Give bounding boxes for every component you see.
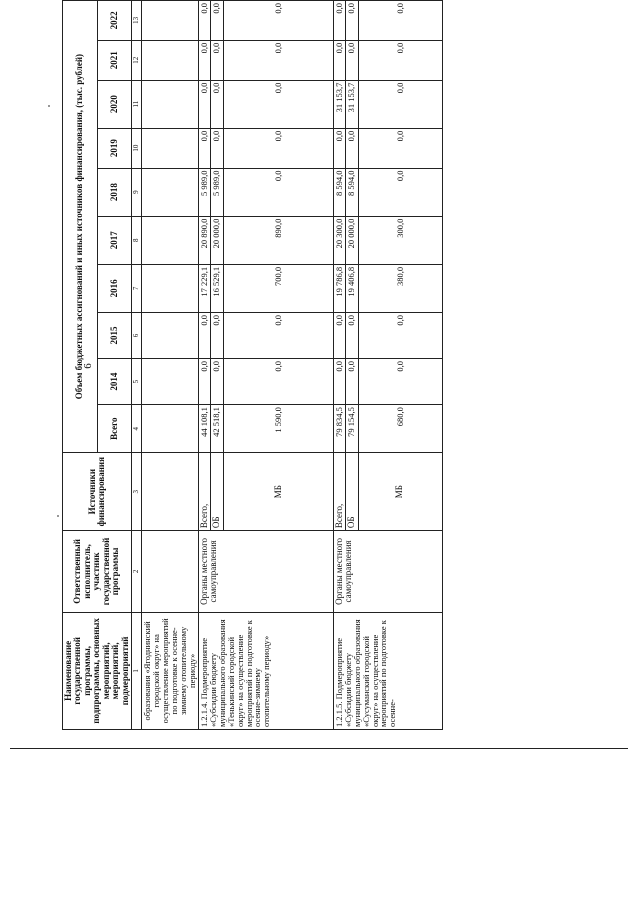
header-year: 2015 bbox=[97, 312, 132, 358]
value-cell: 5 989,0 bbox=[198, 168, 210, 216]
value-cell: 0,0 bbox=[198, 80, 210, 128]
value-cell: 5 989,0 bbox=[211, 168, 223, 216]
value-cell: 0,0 bbox=[223, 1, 333, 41]
header-year: 2016 bbox=[97, 264, 132, 312]
column-number: 13 bbox=[132, 1, 142, 41]
value-cell: 0,0 bbox=[198, 359, 210, 405]
table-row bbox=[198, 1, 210, 730]
page-divider-line bbox=[10, 748, 628, 749]
source-cell: ОБ bbox=[211, 453, 223, 531]
value-cell: 0,0 bbox=[333, 40, 345, 80]
value-cell: 0,0 bbox=[358, 80, 442, 128]
value-cell: 0,0 bbox=[358, 168, 442, 216]
value-cell: 8 594,0 bbox=[333, 168, 345, 216]
value-cell: 0,0 bbox=[358, 40, 442, 80]
value-cell: 700,0 bbox=[223, 264, 333, 312]
scan-speck bbox=[48, 105, 50, 107]
value-cell: 0,0 bbox=[358, 128, 442, 168]
value-cell: 0,0 bbox=[346, 40, 358, 80]
value-cell: 17 229,1 bbox=[198, 264, 210, 312]
value-cell: 0,0 bbox=[211, 128, 223, 168]
value-cell: 0,0 bbox=[333, 312, 345, 358]
column-number: 10 bbox=[132, 128, 142, 168]
value-cell: 79 154,5 bbox=[346, 405, 358, 453]
column-number: 9 bbox=[132, 168, 142, 216]
header-year: 2014 bbox=[97, 359, 132, 405]
source-cell: МБ bbox=[223, 453, 333, 531]
value-cell: 0,0 bbox=[333, 359, 345, 405]
value-cell: 380,0 bbox=[358, 264, 442, 312]
table-row-continuation bbox=[142, 1, 199, 730]
column-number: 8 bbox=[132, 216, 142, 264]
source-cell: ОБ bbox=[346, 453, 358, 531]
column-number: 2 bbox=[132, 531, 142, 613]
value-cell: 0,0 bbox=[223, 80, 333, 128]
header-year: 2021 bbox=[97, 40, 132, 80]
column-number: 12 bbox=[132, 40, 142, 80]
column-number: 1 bbox=[132, 612, 142, 729]
value-cell: 0,0 bbox=[346, 312, 358, 358]
column-number: 4 bbox=[132, 405, 142, 453]
value-cell: 0,0 bbox=[223, 128, 333, 168]
value-cell: 0,0 bbox=[198, 128, 210, 168]
value-cell: 0,0 bbox=[333, 1, 345, 41]
column-number-row bbox=[132, 1, 142, 730]
column-number: 5 bbox=[132, 359, 142, 405]
value-cell: 20 000,0 bbox=[346, 216, 358, 264]
header-year: 2019 bbox=[97, 128, 132, 168]
value-cell: 31 153,7 bbox=[333, 80, 345, 128]
document-sheet bbox=[62, 0, 640, 740]
value-cell: 42 518,1 bbox=[211, 405, 223, 453]
page-number: 6 bbox=[82, 363, 94, 369]
rotated-page bbox=[62, 0, 640, 905]
value-cell: 31 153,7 bbox=[346, 80, 358, 128]
value-cell: 0,0 bbox=[211, 359, 223, 405]
value-cell: 0,0 bbox=[346, 1, 358, 41]
column-number: 11 bbox=[132, 80, 142, 128]
value-cell: 300,0 bbox=[358, 216, 442, 264]
column-number: 3 bbox=[132, 453, 142, 531]
header-row-main bbox=[63, 1, 98, 730]
budget-table bbox=[62, 0, 443, 730]
value-cell: 1 590,0 bbox=[223, 405, 333, 453]
value-cell: 0,0 bbox=[198, 312, 210, 358]
source-cell: МБ bbox=[358, 453, 442, 531]
value-cell: 44 108,1 bbox=[198, 405, 210, 453]
header-executor: Ответственный исполнитель, участник государственной программы bbox=[63, 531, 132, 613]
value-cell: 0,0 bbox=[333, 128, 345, 168]
value-cell: 680,0 bbox=[358, 405, 442, 453]
value-cell: 0,0 bbox=[198, 1, 210, 41]
column-number: 7 bbox=[132, 264, 142, 312]
value-cell: 0,0 bbox=[211, 80, 223, 128]
source-cell: Всего, bbox=[198, 453, 210, 531]
value-cell: 0,0 bbox=[211, 40, 223, 80]
scan-speck bbox=[57, 515, 59, 517]
value-cell: 0,0 bbox=[358, 312, 442, 358]
value-cell: 0,0 bbox=[211, 1, 223, 41]
row-executor: Органы местного самоуправления bbox=[198, 531, 333, 613]
header-year: 2022 bbox=[97, 1, 132, 41]
table-row bbox=[333, 1, 345, 730]
value-cell: 0,0 bbox=[346, 359, 358, 405]
value-cell: 0,0 bbox=[198, 40, 210, 80]
row-name: 1.2.1.5. Подмероприятие «Субсидии бюджету муниципального образования «Сусуманский городской округ» на осуществление мероприятий по подготовке к осенне- bbox=[333, 612, 442, 729]
value-cell: 20 890,0 bbox=[198, 216, 210, 264]
value-cell: 19 786,8 bbox=[333, 264, 345, 312]
value-cell: 8 594,0 bbox=[346, 168, 358, 216]
row-name: 1.2.1.4. Подмероприятие «Субсидии бюджету муниципального образования «Тенькинский городской округ» на осуществление мероприятий по подготовке к осенне-зимнему отопительному периоду» bbox=[198, 612, 333, 729]
value-cell: 79 834,5 bbox=[333, 405, 345, 453]
value-cell: 19 406,8 bbox=[346, 264, 358, 312]
source-cell: Всего, bbox=[333, 453, 345, 531]
header-year: 2017 bbox=[97, 216, 132, 264]
value-cell: 0,0 bbox=[358, 1, 442, 41]
value-cell: 0,0 bbox=[346, 128, 358, 168]
header-volume: Объем бюджетных ассигнований и иных источников финансирования, (тыс. рублей) bbox=[63, 1, 98, 453]
value-cell: 0,0 bbox=[223, 168, 333, 216]
value-cell: 0,0 bbox=[223, 40, 333, 80]
value-cell: 0,0 bbox=[211, 312, 223, 358]
value-cell: 16 529,1 bbox=[211, 264, 223, 312]
row-executor: Органы местного самоуправления bbox=[333, 531, 442, 613]
header-year: 2020 bbox=[97, 80, 132, 128]
column-number: 6 bbox=[132, 312, 142, 358]
header-name: Наименование государственной программы, подпрограммы, основных мероприятий, мероприятий, подмероприятий bbox=[63, 612, 132, 729]
continuation-name: образования «Ягоднинский городской округ» на осуществление мероприятий по подготовке к осенне-зимнему отопительному периоду» bbox=[142, 612, 199, 729]
value-cell: 0,0 bbox=[358, 359, 442, 405]
header-total: Всего bbox=[97, 405, 132, 453]
value-cell: 0,0 bbox=[223, 312, 333, 358]
value-cell: 0,0 bbox=[223, 359, 333, 405]
header-year: 2018 bbox=[97, 168, 132, 216]
value-cell: 20 000,0 bbox=[211, 216, 223, 264]
header-source: Источники финансирования bbox=[63, 453, 132, 531]
value-cell: 20 300,0 bbox=[333, 216, 345, 264]
value-cell: 890,0 bbox=[223, 216, 333, 264]
